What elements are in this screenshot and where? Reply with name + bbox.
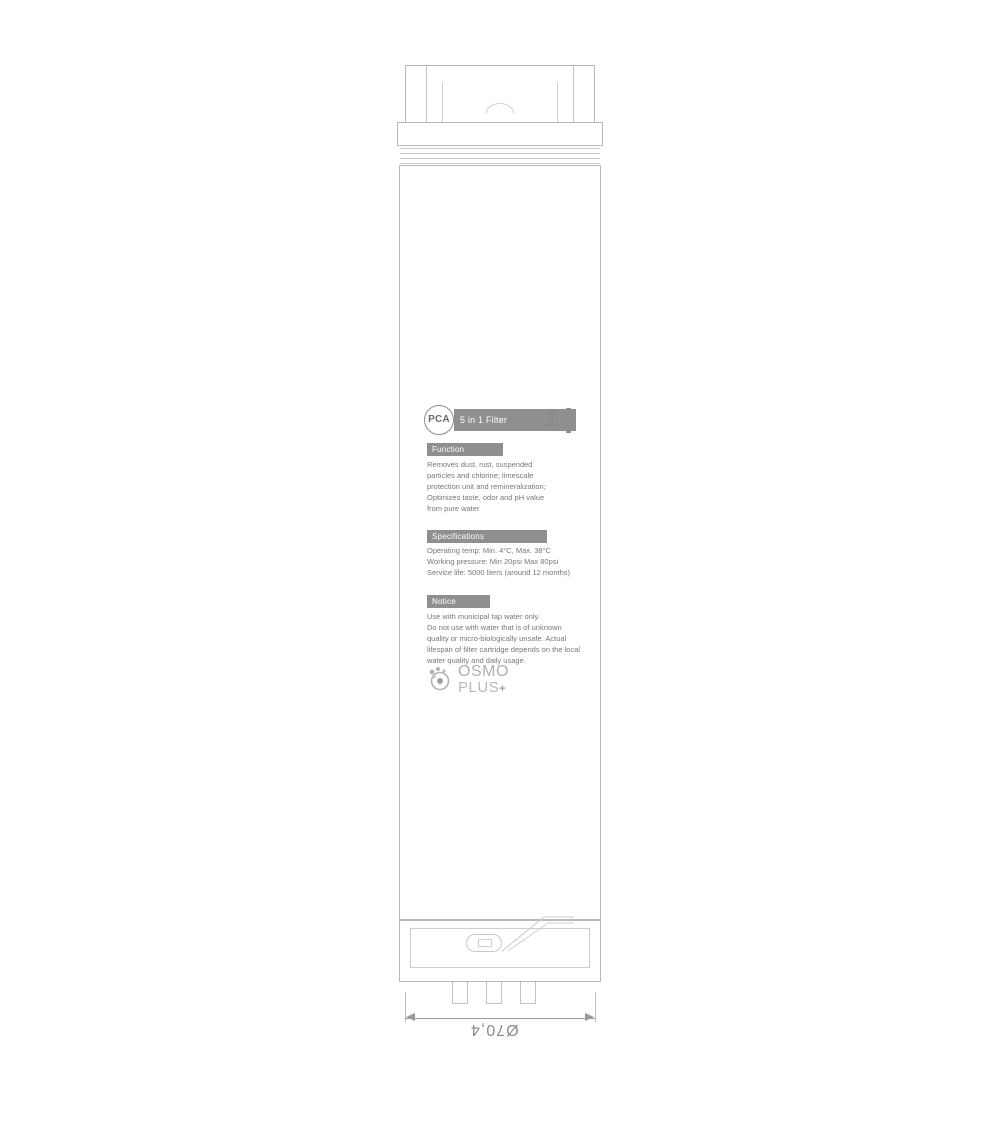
notice-line: Do not use with water that is of unknown (427, 623, 562, 632)
dimension-arrow-left-icon (406, 1013, 415, 1021)
osmo-logo-text (458, 663, 509, 697)
osmo-logo-plus-word: PLUS (458, 679, 500, 696)
cartridge-ring-3 (400, 158, 600, 159)
cartridge-foot-2 (486, 982, 502, 1004)
stage-number-tick (566, 408, 571, 433)
plus-glyph-icon: + (499, 683, 507, 695)
osmo-logo-line2 (458, 680, 509, 697)
function-line: Optimizes taste, odor and pH value (427, 493, 545, 502)
stage-number: 1 (545, 406, 558, 431)
label-title: 5 in 1 Filter (460, 415, 508, 425)
cartridge-foot-1 (452, 982, 468, 1004)
function-body (427, 459, 577, 514)
notice-line: lifespan of filter cartridge depends on the local (427, 645, 581, 654)
osmo-logo-mark-icon (427, 665, 457, 695)
osmo-logo-line1: OSMO (458, 663, 509, 680)
function-line: particles and chlorine; limescale (427, 471, 534, 480)
cartridge-ring-1 (400, 148, 600, 149)
cartridge-ring-2 (400, 153, 600, 154)
function-line: protection unit and remineralization; (427, 482, 546, 491)
cartridge-base-port-slot (478, 939, 492, 947)
specification-line: Operating temp: Min. 4°C, Max. 38°C (427, 546, 551, 555)
specifications-heading: Specifications (427, 530, 547, 543)
cartridge-foot-3 (520, 982, 536, 1004)
notice-heading: Notice (427, 595, 490, 608)
notice-line: Use with municipal tap water only. (427, 612, 540, 621)
function-line: from pure water (427, 504, 480, 513)
cartridge-top-cap-core (442, 82, 558, 122)
specification-line: Working pressure: Min 20psi Max 80psi (427, 557, 559, 566)
cartridge-shoulder (397, 122, 603, 146)
dimension-arrow-right-icon (585, 1013, 594, 1021)
osmo-plus-logo (427, 663, 547, 697)
dimension-label: Ø70,4 (470, 1021, 519, 1038)
dimension-extension-right (595, 992, 596, 1022)
cartridge-ring-4 (400, 163, 600, 164)
specifications-body (427, 545, 577, 578)
notice-body (427, 611, 581, 666)
notice-line: water quality and daily usage. (427, 656, 526, 665)
notice-line: quality or micro-biologically unsafe. Actual (427, 634, 567, 643)
function-line: Removes dust, rust, suspended (427, 460, 533, 469)
function-heading: Function (427, 443, 503, 456)
pca-badge-label: PCA (428, 414, 450, 425)
cartridge-base-detail (500, 915, 574, 953)
dimension-line (405, 1018, 595, 1019)
specification-line: Service life: 5000 liters (around 12 months) (427, 568, 570, 577)
